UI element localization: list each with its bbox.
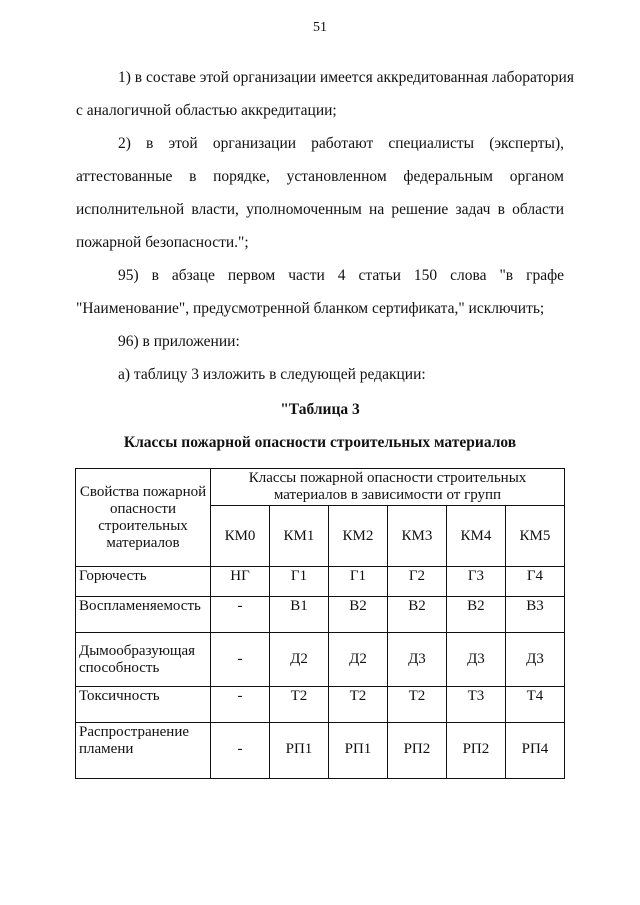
- class-code: КМ0: [211, 506, 270, 567]
- table-label: "Таблица 3: [280, 401, 360, 418]
- value-cell: Д2: [269, 633, 328, 687]
- table-row: [76, 597, 565, 633]
- paragraph-3-line-2: "Наименование", предусмотренной бланком сертификата," исключить;: [76, 300, 545, 317]
- paragraph-1-line-2: с аналогичной областью аккредитации;: [76, 102, 337, 119]
- property-cell: Горючесть: [76, 567, 211, 597]
- class-code: КМ1: [269, 506, 328, 567]
- value-cell: РП2: [387, 723, 446, 779]
- paragraph-2-line-1: 2) в этой организации работают специалисты (эксперты),: [118, 135, 564, 152]
- value-cell: В2: [387, 597, 446, 633]
- value-cell: Г1: [328, 567, 387, 597]
- value-cell: Т4: [505, 687, 564, 723]
- value-cell: РП1: [269, 723, 328, 779]
- value-cell: Д3: [387, 633, 446, 687]
- value-cell: В1: [269, 597, 328, 633]
- paragraph-5: а) таблицу 3 изложить в следующей редакции:: [118, 366, 426, 383]
- value-cell: -: [211, 597, 270, 633]
- value-cell: В2: [446, 597, 505, 633]
- page-number: 51: [313, 20, 327, 35]
- paragraph-3-line-1: 95) в абзаце первом части 4 статьи 150 слова "в графе: [118, 267, 564, 284]
- paragraph-2-line-4: пожарной безопасности.";: [76, 234, 249, 251]
- value-cell: РП2: [446, 723, 505, 779]
- paragraph-1-line-1: 1) в составе этой организации имеется аккредитованная лаборатория: [118, 69, 574, 86]
- value-cell: НГ: [211, 567, 270, 597]
- paragraph-2-line-3: исполнительной власти, уполномоченным на решение задач в области: [76, 201, 564, 218]
- class-code: КМ4: [446, 506, 505, 567]
- table-title: Классы пожарной опасности строительных материалов: [123, 434, 517, 451]
- value-cell: Д2: [328, 633, 387, 687]
- value-cell: РП4: [505, 723, 564, 779]
- value-cell: Т2: [328, 687, 387, 723]
- value-cell: Г4: [505, 567, 564, 597]
- value-cell: Д3: [446, 633, 505, 687]
- paragraph-4: 96) в приложении:: [118, 333, 240, 350]
- property-cell: Распространение пламени: [76, 723, 211, 779]
- value-cell: В2: [328, 597, 387, 633]
- property-cell: Токсичность: [76, 687, 211, 723]
- paragraph-2-line-2: аттестованные в порядке, установленном федеральным органом: [76, 168, 564, 185]
- table-row: [76, 567, 565, 597]
- value-cell: Т2: [387, 687, 446, 723]
- group-header: Классы пожарной опасности строительных материалов в зависимости от групп: [211, 469, 565, 506]
- value-cell: -: [211, 723, 270, 779]
- property-cell: Воспламеняемость: [76, 597, 211, 633]
- property-cell: Дымообразующая способность: [76, 633, 211, 687]
- value-cell: Т2: [269, 687, 328, 723]
- table-row: [76, 633, 565, 687]
- table-header-row: [76, 469, 565, 506]
- class-code: КМ5: [505, 506, 564, 567]
- value-cell: -: [211, 633, 270, 687]
- hazard-classes-table: [75, 468, 565, 779]
- class-code: КМ3: [387, 506, 446, 567]
- corner-header: Свойства пожарной опасности строительных материалов: [76, 469, 211, 567]
- value-cell: Г3: [446, 567, 505, 597]
- value-cell: Г2: [387, 567, 446, 597]
- table-row: [76, 687, 565, 723]
- value-cell: Д3: [505, 633, 564, 687]
- table-row: [76, 723, 565, 779]
- value-cell: Г1: [269, 567, 328, 597]
- value-cell: В3: [505, 597, 564, 633]
- value-cell: Т3: [446, 687, 505, 723]
- value-cell: -: [211, 687, 270, 723]
- value-cell: РП1: [328, 723, 387, 779]
- class-code: КМ2: [328, 506, 387, 567]
